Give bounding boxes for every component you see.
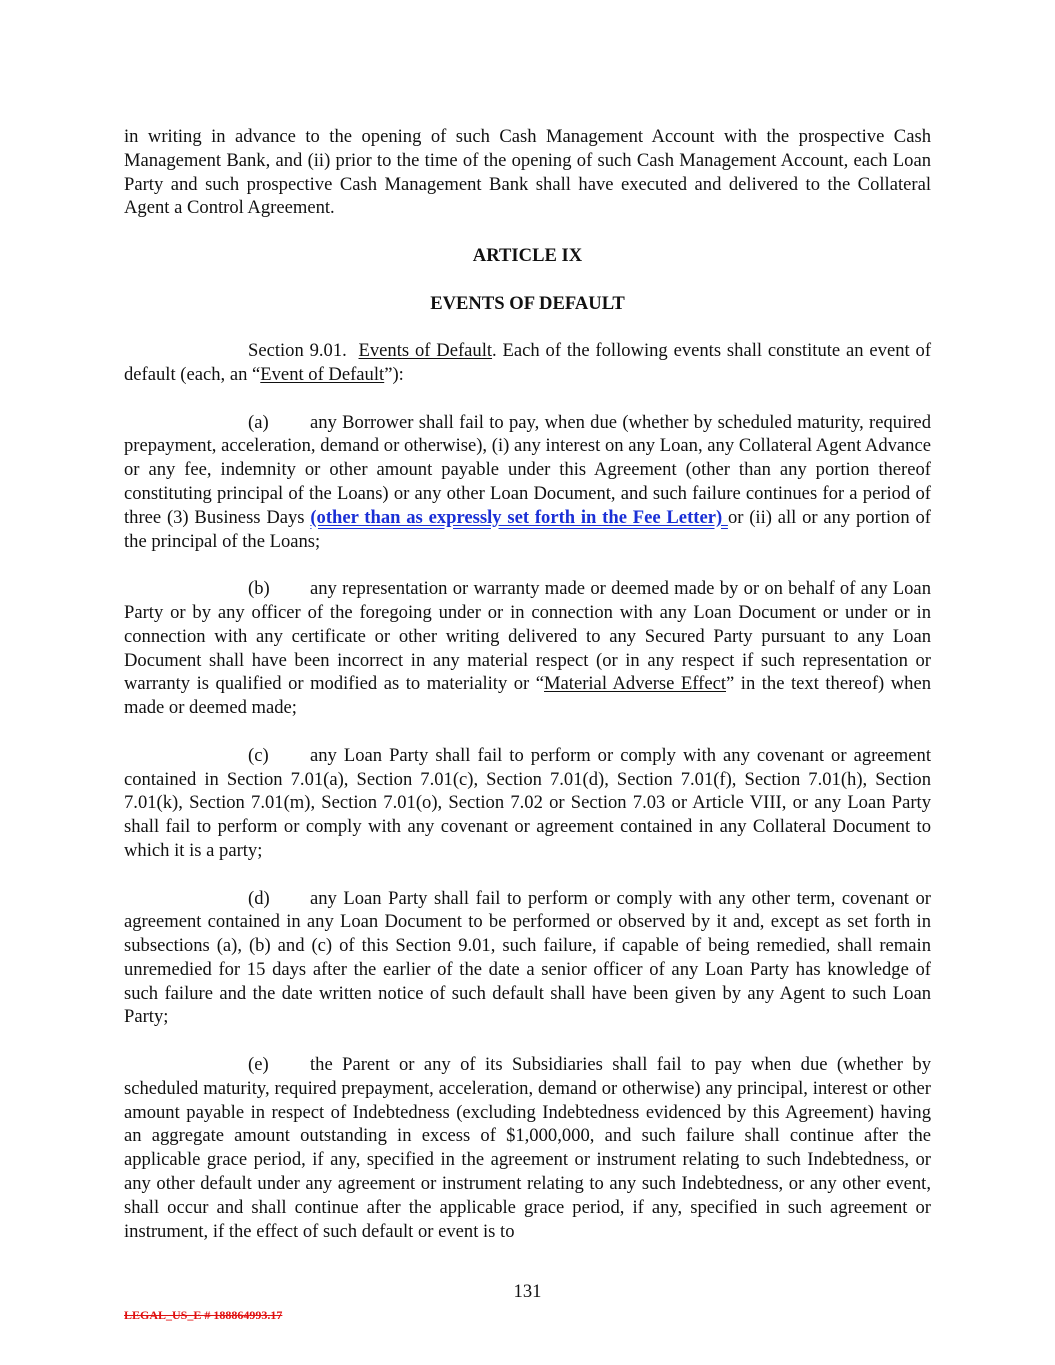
- clause-d-text: any Loan Party shall fail to perform or comply with any other term, covenant or agreement contained in any Loan Document to be performed or observed by it and, except as set forth in subsections (a), (b) and (c) of this Section 9.01, such failure, if capable of being remedied, shall remain unremedied for 15 days after the earlier of the date a senior officer of any Loan Party has knowledge of such failure and the date written notice of such default shall have been given by any Agent to such Loan Party;: [124, 887, 931, 1028]
- clause-a-text-after: or (ii) all or any portion of the principal of the Loans;: [124, 506, 931, 552]
- intro-paragraph: in writing in advance to the opening of such Cash Management Account with the prospective Cash Management Bank, and (ii) prior to the time of the opening of such Cash Management Account, each Loan Party and such prospective Cash Management Bank shall have executed and delivered to the Collateral Agent a Control Agreement.: [124, 126, 931, 219]
- inserted-revision-text: (other than as expressly set forth in the Fee Letter): [310, 506, 728, 528]
- article-subtitle: EVENTS OF DEFAULT: [430, 292, 625, 314]
- clause-b-label: (b): [248, 578, 270, 600]
- clause-d-label: (d): [248, 887, 270, 909]
- section-intro-end: ”):: [384, 363, 404, 385]
- defined-term-event-of-default: Event of Default: [260, 363, 385, 385]
- clause-c-label: (c): [248, 744, 269, 766]
- clause-a-label: (a): [248, 411, 269, 433]
- document-page: [124, 125, 931, 1243]
- section-number: Section 9.01.: [248, 340, 347, 362]
- clause-b: [124, 577, 931, 720]
- clause-b-text-after: ” in the text thereof) when made or deemed made;: [124, 673, 931, 719]
- page-number: 131: [513, 1281, 542, 1302]
- clause-c-text: any Loan Party shall fail to perform or comply with any covenant or agreement contained in Section 7.01(a), Section 7.01(c), Section 7.01(d), Section 7.01(f), Section 7.01(h), Section 7.01(k), Section 7.01(m), Section 7.01(o), Section 7.02 or Section 7.03 or Article VIII, or any Loan Party shall fail to perform or comply with any covenant or agreement contained in any Collateral Document to which it is a party;: [124, 744, 931, 861]
- article-title: ARTICLE IX: [472, 244, 583, 266]
- clause-a: [124, 411, 931, 554]
- section-9-01-paragraph: [124, 339, 931, 387]
- clause-b-text: any representation or warranty made or deemed made by or on behalf of any Loan Party or by any officer of the foregoing under or in connection with any Loan Document or under or in connection with any certificate or other writing delivered to any Secured Party pursuant to any Loan Document shall have been incorrect in any material respect (or in any respect if such representation or warranty is qualified or modified as to materiality or “: [124, 578, 931, 695]
- clause-e: [124, 1053, 931, 1243]
- clause-a-text: any Borrower shall fail to pay, when due (whether by scheduled maturity, required prepayment, acceleration, demand or otherwise), (i) any interest on any Loan, any Collateral Agent Advance or any fee, indemnity or other amount payable under this Agreement (other than any portion thereof constituting principal of the Loans) or any other Loan Document, and such failure continues for a period of three (3) Business Days: [124, 411, 931, 528]
- section-title: Events of Default: [358, 340, 493, 362]
- defined-term-material-adverse-effect: Material Adverse Effect: [544, 673, 727, 695]
- document-id-deleted: LEGAL_US_E # 188864993.17: [124, 1308, 283, 1322]
- clause-e-text: the Parent or any of its Subsidiaries shall fail to pay when due (whether by scheduled maturity, required prepayment, acceleration, demand or otherwise) any principal, interest or other amount payable in respect of Indebtedness (excluding Indebtedness evidenced by this Agreement) having an aggregate amount outstanding in excess of $1,000,000, and such failure shall continue after the applicable grace period, if any, specified in the agreement or instrument relating to such Indebtedness, or any other default under any agreement or instrument relating to any such Indebtedness, or any other event, shall occur and shall continue after the applicable grace period, if any, specified in such agreement or instrument, if the effect of such default or event is to: [124, 1054, 931, 1242]
- clause-c: [124, 744, 931, 863]
- clause-e-label: (e): [248, 1054, 269, 1076]
- section-intro-text: . Each of the following events shall constitute an event of default (each, an “: [124, 340, 932, 385]
- clause-d: [124, 887, 931, 1030]
